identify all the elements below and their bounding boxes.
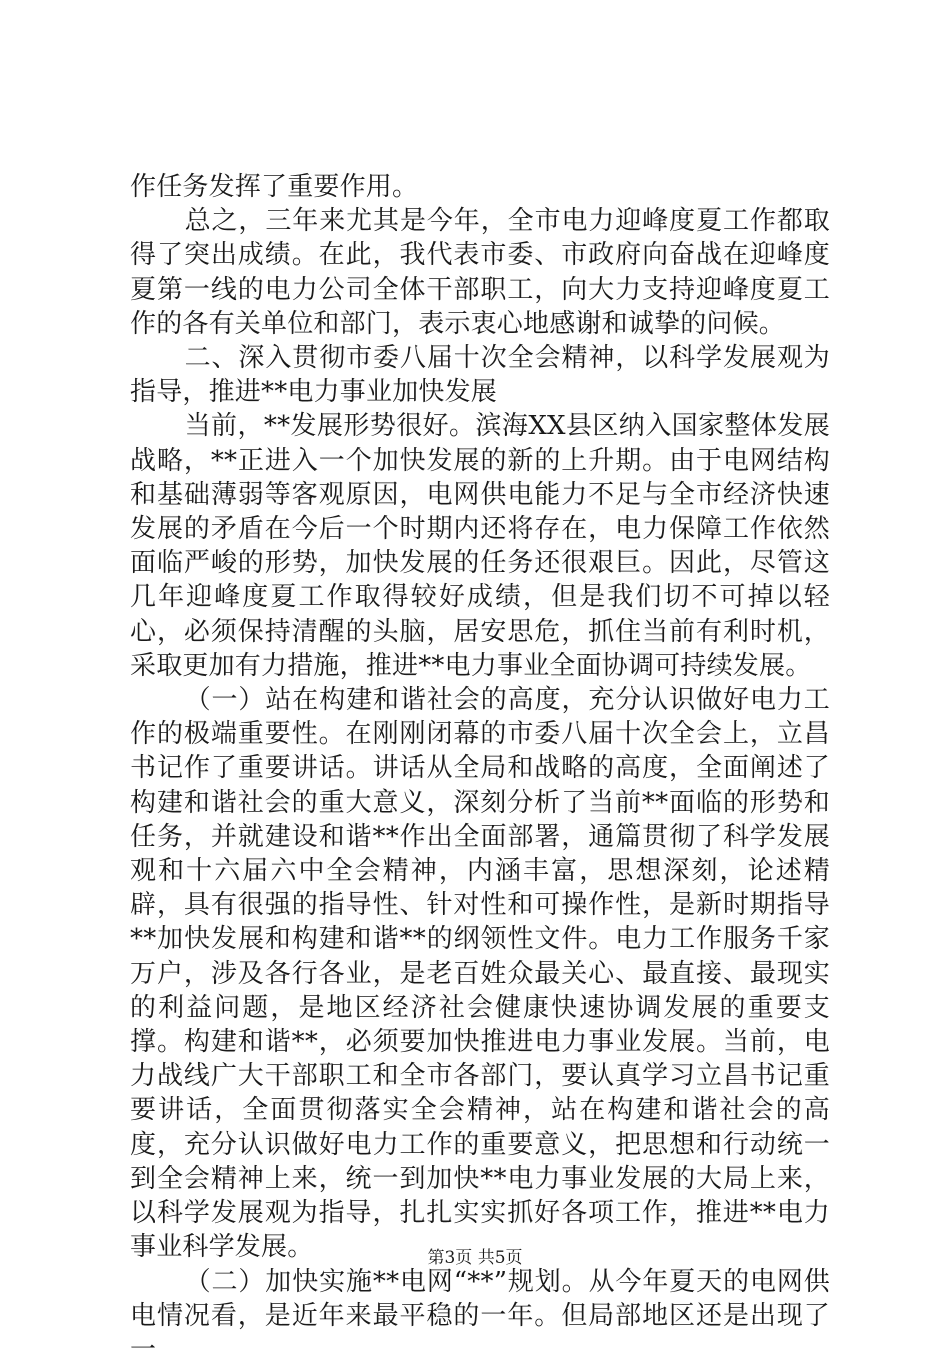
page-number-footer: 第3页 共5页 [0,1243,950,1268]
paragraph-continuation: 作任务发挥了重要作用。 [130,170,830,204]
paragraph-point-one: （一）站在构建和谐社会的高度，充分认识做好电力工作的极端重要性。在刚刚闭幕的市委八届十次全会上，立昌书记作了重要讲话。讲话从全局和战略的高度，全面阐述了构建和谐社会的重大意义，深刻分析了当前**面临的形势和任务，并就建设和谐**作出全面部署，通篇贯彻了科学发展观和十六届六中全会精神，内涵丰富，思想深刻，论述精辟，具有很强的指导性、针对性和可操作性，是新时期指导**加快发展和构建和谐**的纲领性文件。电力工作服务千家万户，涉及各行各业，是老百姓众最关心、最直接、最现实的利益问题，是地区经济社会健康快速协调发展的重要支撑。构建和谐**，必须要加快推进电力事业发展。当前，电力战线广大干部职工和全市各部门，要认真学习立昌书记重要讲话，全面贯彻落实全会精神，站在构建和谐社会的高度，充分认识做好电力工作的重要意义，把思想和行动统一到全会精神上来，统一到加快**电力事业发展的大局上来，以科学发展观为指导，扎扎实实抓好各项工作，推进**电力事业科学发展。 [130,683,830,1264]
body-text [130,170,830,1367]
paragraph-summary: 总之，三年来尤其是今年，全市电力迎峰度夏工作都取得了突出成绩。在此，我代表市委、市政府向奋战在迎峰度夏第一线的电力公司全体干部职工，向大力支持迎峰度夏工作的各有关单位和部门，表示衷心地感谢和诚挚的问候。 [130,204,830,341]
paragraph-situation: 当前，**发展形势很好。滨海XX县区纳入国家整体发展战略，**正进入一个加快发展的新的上升期。由于电网结构和基础薄弱等客观原因，电网供电能力不足与全市经济快速发展的矛盾在今后一个时期内还将存在，电力保障工作依然面临严峻的形势，加快发展的任务还很艰巨。因此，尽管这几年迎峰度夏工作取得较好成绩，但是我们切不可掉以轻心，必须保持清醒的头脑，居安思危，抓住当前有利时机，采取更加有力措施，推进**电力事业全面协调可持续发展。 [130,409,830,683]
section-heading: 二、深入贯彻市委八届十次全会精神，以科学发展观为指导，推进**电力事业加快发展 [130,341,830,409]
paragraph-point-two: （二）加快实施**电网“**”规划。从今年夏天的电网供电情况看，是近年来最平稳的一年。但局部地区还是出现了一 [130,1265,830,1367]
